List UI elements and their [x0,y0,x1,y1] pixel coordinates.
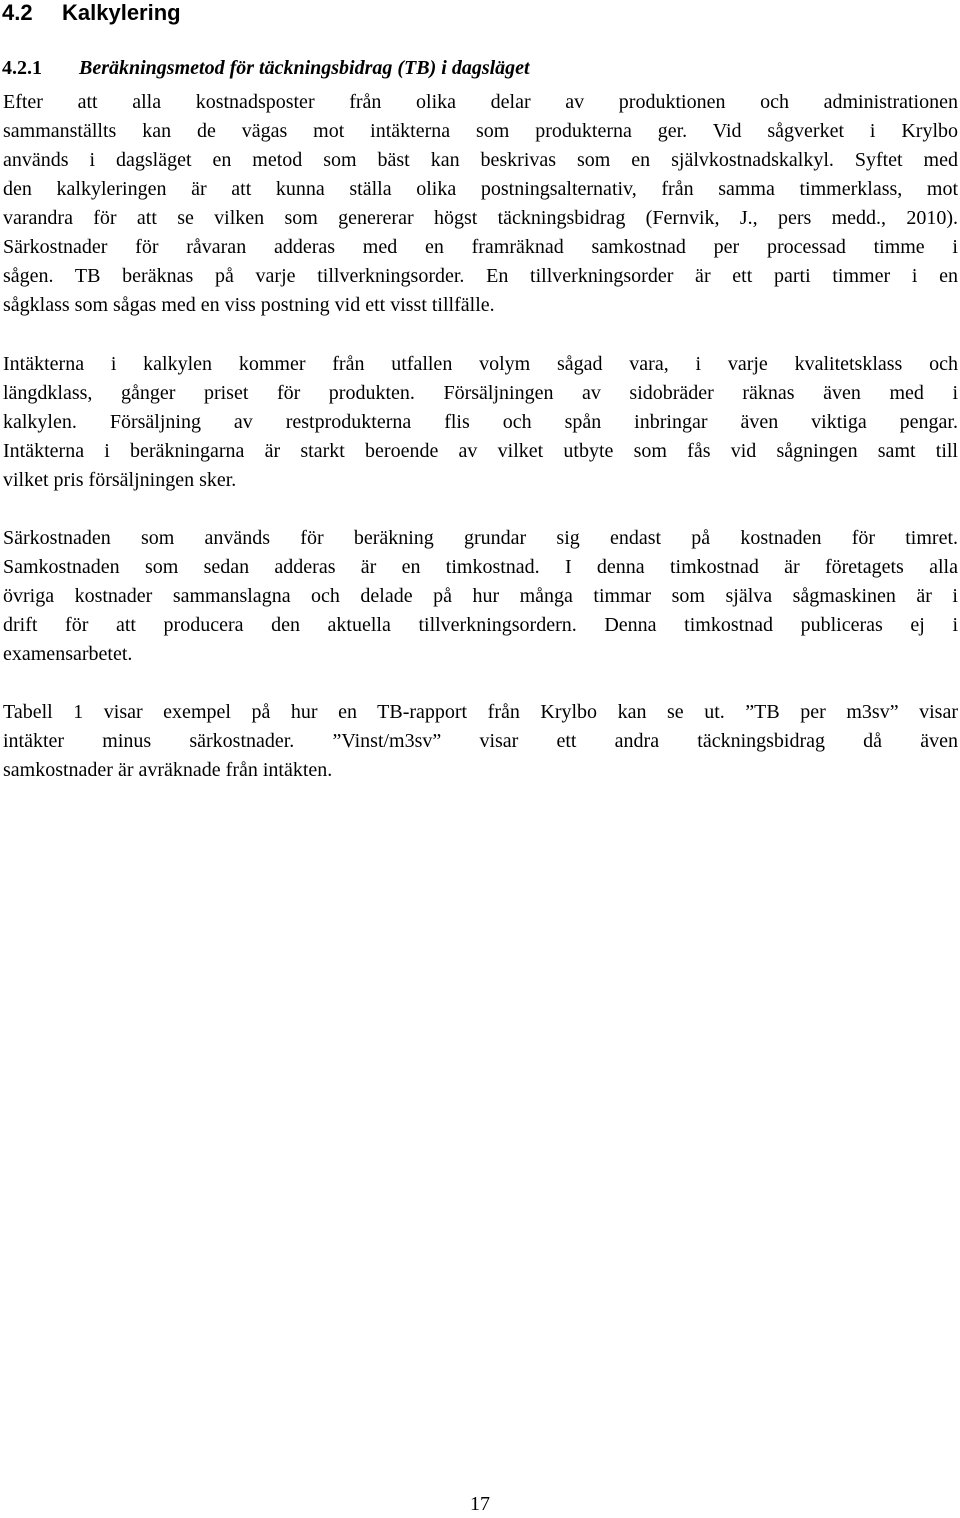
section-title: Kalkylering [62,0,181,25]
paragraph-calculation-method [3,88,958,320]
text-line: Samkostnaden som sedan adderas är en timkostnad. I denna timkostnad är företagets alla [3,556,958,578]
text-line: sammanställts kan de vägas mot intäkterna som produkterna ger. Vid sågverket i Krylbo [3,120,958,142]
text-line: Tabell 1 visar exempel på hur en TB-rapport från Krylbo kan se ut. ”TB per m3sv” visar [3,701,958,723]
text-line: varandra för att se vilken som genererar högst täckningsbidrag (Fernvik, J., pers medd., 2010). [3,207,958,229]
text-line: längdklass, gånger priset för produkten. Försäljningen av sidobräder räknas även med i [3,382,958,404]
paragraph-costs [3,524,958,669]
text-line: vilket pris försäljningen sker. [3,469,237,491]
text-line: kalkylen. Försäljning av restprodukterna flis och spån inbringar även viktiga pengar. [3,411,958,433]
text-line: samkostnader är avräknade från intäkten. [3,759,333,781]
text-line: sågklass som sågas med en viss postning vid ett visst tillfälle. [3,294,495,316]
subsection-title: Beräkningsmetod för täckningsbidrag (TB) i dagsläget [79,57,530,79]
subsection-number: 4.2.1 [2,57,42,79]
text-line: Särkostnader för råvaran adderas med en framräknad samkostnad per processad timme i [3,236,958,258]
section-number: 4.2 [2,0,33,25]
text-line: övriga kostnader sammanslagna och delade på hur många timmar som själva sågmaskinen är i [3,585,958,607]
text-line: sågen. TB beräknas på varje tillverkningsorder. En tillverkningsorder är ett parti timmer i en [3,265,958,287]
section-heading [2,0,181,27]
text-line: används i dagsläget en metod som bäst kan beskrivas som en självkostnadskalkyl. Syftet med [3,149,958,171]
text-line: den kalkyleringen är att kunna ställa olika postningsalternativ, från samma timmerklass, mot [3,178,958,200]
text-line: Intäkterna i beräkningarna är starkt beroende av vilket utbyte som fås vid sågningen samt till [3,440,958,462]
subsection-heading [2,54,530,82]
paragraph-table-reference [3,698,958,785]
page-number: 17 [470,1493,490,1515]
paragraph-revenues [3,350,958,495]
text-line: Efter att alla kostnadsposter från olika delar av produktionen och administrationen [3,91,958,113]
text-line: Särkostnaden som används för beräkning grundar sig endast på kostnaden för timret. [3,527,958,549]
text-line: intäkter minus särkostnader. ”Vinst/m3sv” visar ett andra täckningsbidrag då även [3,730,958,752]
text-line: drift för att producera den aktuella tillverkningsordern. Denna timkostnad publiceras ej i [3,614,958,636]
text-line: Intäkterna i kalkylen kommer från utfallen volym sågad vara, i varje kvalitetsklass och [3,353,958,375]
text-line: examensarbetet. [3,643,133,665]
